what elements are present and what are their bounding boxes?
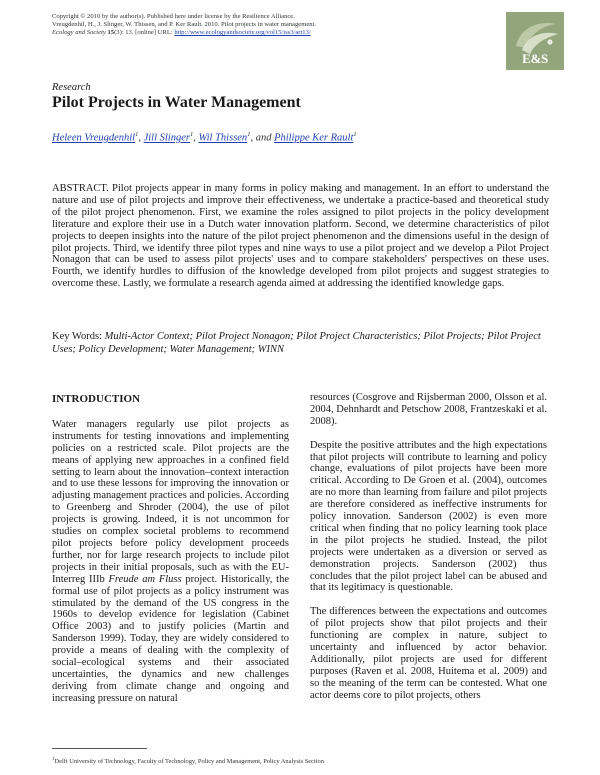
journal-line <box>52 29 472 37</box>
footnote-mark: 1 <box>52 757 55 762</box>
author-separator: , and <box>250 132 275 144</box>
body-paragraph: resources (Cosgrove and Rijsberman 2000, Olsson et al. 2004, Dehnhardt and Petschow 2008, Frantzeskaki et al. 2008). <box>310 392 547 427</box>
body-column-right <box>310 392 547 713</box>
author-separator: , <box>138 132 144 144</box>
keywords-label: Key Words: <box>52 331 105 342</box>
abstract: ABSTRACT. Pilot projects appear in many forms in policy making and management. In an effort to understand the nature and use of pilot projects and improve their effectiveness, we undertake a practice-based and theoretical study of the pilot project phenomenon. First, we examine the roles assigned to pilot projects in the policy development literature and explore their use in a Dutch water innovation platform. Second, we determine characteristics of pilot projects to deepen insights into the nature of the pilot project phenomenon and the dimensions useful in the design of pilot projects. Third, we identify three pilot types and nine ways to use a pilot project and we develop a Pilot Project Nonagon that can be used to assess pilot projects' uses and to compare stakeholders' perspectives on these uses. Fourth, we identify hurdles to diffusion of the knowledge developed from pilot projects and suggest strategies to overcome these. Lastly, we formulate a research agenda aimed at addressing the identified knowledge gaps. <box>52 183 549 290</box>
paragraph-text: Water managers regularly use pilot projects as instruments for testing innovations and implementing policies on a restricted scale. Pilot projects are the means of applying new approaches in a confined field setting to learn about the innovation–context interaction and to use these lessons for improving the innovation or adjusting management practices and policies. According to Greenberg and Shroder (2004), the use of pilot projects is growing. Indeed, it is not uncommon for studies on complex societal problems to recommend pilot projects before policy development proceeds further, nor for large research projects to include pilot projects in their initial proposals, such as with the EU-Interreg IIIb <box>52 418 289 585</box>
paragraph-text: project. Historically, the formal use of pilot projects as a policy instrument was stimulated by the demand of the US congress in the 1960s to develop evidence for legislation (Cabinet Office 2003) and to justify policies (Martin and Sanderson 1999). Today, they are widely considered to provide a means of dealing with the complexity of social–ecological systems and their associated uncertainties, the dynamics and new challenges deriving from climate change and ongoing and increasing pressure on natural <box>52 573 290 704</box>
footnote-divider <box>52 748 147 749</box>
author-separator: , <box>193 132 199 144</box>
author-affiliation-mark: 1 <box>189 131 194 138</box>
body-paragraph: Despite the positive attributes and the high expectations that pilot projects will contribute to learning and policy change, evaluations of pilot projects have been more critical. According to De Groen et al. (2004), outcomes are no more than learning from failure and pilot projects are therefore considered as ineffective instruments for policy innovation. Sanderson (2002) is even more critical when finding that no policy learning took place in the pilot projects he studied. Instead, the pilot projects were undertaken as a diversion or served as demonstration projects. Sanderson (2002) thus concludes that the pilot project label can be abused and that its legitimacy is questionable. <box>310 439 547 594</box>
article-title: Pilot Projects in Water Management <box>52 94 301 111</box>
section-heading: INTRODUCTION <box>52 393 141 405</box>
journal-issue: (3): 13. [online] URL: <box>114 29 175 37</box>
keywords <box>52 331 549 356</box>
footnote <box>52 757 324 765</box>
keywords-terms: Multi-Actor Context; Pilot Project Nonagon; Pilot Project Characteristics; Pilot Projects; Pilot Project Uses; Policy Development; Water Management; WINN <box>52 331 541 355</box>
author-link[interactable]: Philippe Ker Rault <box>274 132 354 144</box>
section-label: Research <box>52 82 91 93</box>
body-column-left <box>52 392 289 717</box>
journal-logo <box>506 12 564 70</box>
copyright-line: Copyright © 2010 by the author(s). Published here under license by the Resilience Alliance. <box>52 13 295 20</box>
author-affiliation-mark: 1 <box>135 131 139 138</box>
author-link[interactable]: Jill Slinger <box>143 132 190 144</box>
logo-text: E&S <box>522 51 548 66</box>
body-paragraph: The differences between the expectations and outcomes of pilot projects show that pilot projects and their functioning are complex in nature, subject to uncertainty and influenced by actor behavior. Additionally, pilot projects are used for different purposes (Raven et al. 2008, Huitema et al. 2009) and so the meaning of the term can be contested. What one actor deems core to pilot projects, others <box>310 606 547 701</box>
citation-line: Vreugdenhil, H., J. Slinger, W. Thissen, and P. Ker Rault. 2010. Pilot projects in water management. <box>52 21 317 29</box>
article-url-link[interactable]: http://www.ecologyandsociety.org/vol15/iss3/art13/ <box>174 29 311 37</box>
body-paragraph <box>52 419 289 705</box>
copyright-header <box>52 13 472 38</box>
author-link[interactable]: Wil Thissen <box>198 132 248 144</box>
author-list <box>52 131 357 144</box>
project-name-italic: Freude am Fluss <box>108 573 182 585</box>
journal-name: Ecology and Society <box>52 29 106 37</box>
author-link[interactable]: Heleen Vreugdenhil <box>52 132 136 144</box>
author-affiliation-mark: 1 <box>247 131 251 138</box>
journal-volume: 15 <box>107 29 115 37</box>
author-affiliation-mark: 1 <box>353 131 357 138</box>
footnote-text: Delft University of Technology, Faculty of Technology, Policy and Management, Policy Analysis Section <box>54 758 324 766</box>
